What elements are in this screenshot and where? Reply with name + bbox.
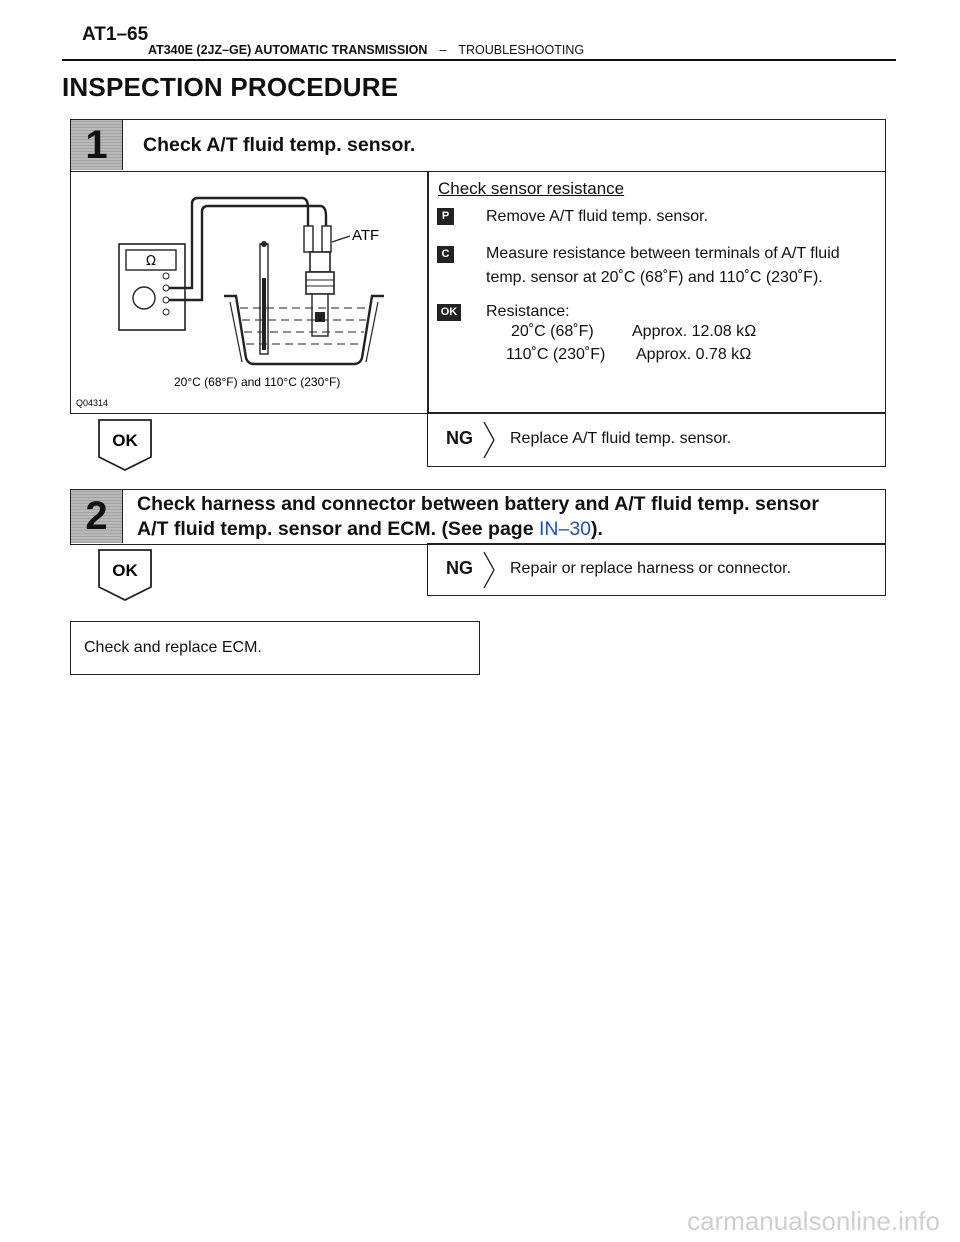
spec-row1-value: Approx. 12.08 kΩ — [632, 323, 757, 340]
step2-ok-label: OK — [112, 561, 138, 580]
see-page-link[interactable]: IN–30 — [538, 518, 592, 540]
prep-badge: P — [437, 208, 454, 225]
step1-ng-label: NG — [446, 428, 473, 448]
step1-title: Check A/T fluid temp. sensor. — [143, 134, 416, 156]
header-separator: – — [439, 43, 447, 57]
section-name: TROUBLESHOOTING — [458, 43, 585, 57]
atf-label: ATF — [352, 227, 380, 244]
figure-id: Q04314 — [76, 398, 109, 408]
page-number: AT1–65 — [82, 24, 149, 45]
running-header — [148, 43, 584, 57]
step2-title-line2-pre: A/T fluid temp. sensor and ECM. (See page — [137, 518, 539, 540]
watermark: carmanualsonline.info — [687, 1206, 940, 1236]
step2-ok-tab — [98, 549, 152, 601]
prep-text: Remove A/T fluid temp. sensor. — [486, 208, 709, 225]
sensor-resistance-illustration — [74, 178, 424, 410]
step1-ng-action: Replace A/T fluid temp. sensor. — [510, 430, 732, 447]
spec-row2-value: Approx. 0.78 kΩ — [636, 346, 752, 363]
temperature-caption: 20°C (68°F) and 110°C (230°F) — [174, 375, 341, 389]
step2-ng-label: NG — [446, 558, 473, 578]
step2-title-line2 — [137, 516, 603, 542]
spec-row2-temp: 110˚C (230˚F) — [506, 346, 606, 363]
step1-subheading: Check sensor resistance — [438, 179, 625, 198]
ohmmeter-symbol: Ω — [146, 254, 156, 269]
step2-ng-action: Repair or replace harness or connector. — [510, 560, 792, 577]
final-action-text: Check and replace ECM. — [84, 639, 262, 656]
spec-row1-temp: 20˚C (68˚F) — [511, 323, 594, 340]
check-badge: C — [437, 246, 454, 263]
header-rule — [62, 59, 896, 61]
step1-ng-chevron — [482, 420, 496, 460]
check-text-line1: Measure resistance between terminals of A/T fluid — [486, 245, 840, 262]
step2-title-line1: Check harness and connector between battery and A/T fluid temp. sensor — [137, 493, 819, 515]
step2-number: 2 — [71, 490, 123, 543]
step1-ok-tab — [98, 419, 152, 471]
step2-title-line2-post: ). — [591, 518, 603, 540]
page-title: INSPECTION PROCEDURE — [62, 72, 399, 102]
step2-header-box — [70, 489, 886, 545]
spec-label: Resistance: — [486, 303, 570, 320]
step2-ng-chevron — [482, 550, 496, 590]
step1-number: 1 — [71, 120, 123, 170]
step1-divider — [427, 172, 429, 414]
check-text-line2: temp. sensor at 20˚C (68˚F) and 110˚C (230˚F). — [486, 269, 823, 286]
step1-ok-label: OK — [112, 431, 138, 450]
ok-spec-badge: OK — [437, 304, 461, 321]
manual-title: AT340E (2JZ–GE) AUTOMATIC TRANSMISSION — [148, 43, 428, 57]
step1-header-box — [70, 119, 886, 172]
